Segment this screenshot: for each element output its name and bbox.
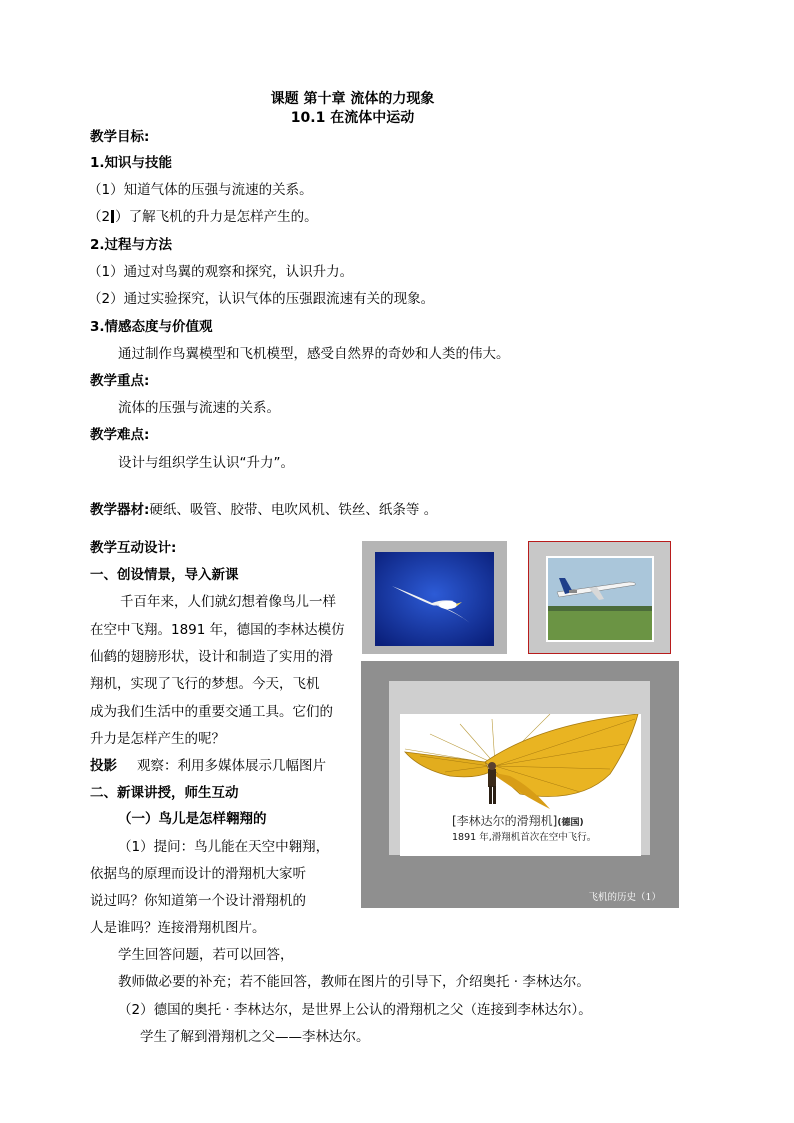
- q1-line-3: 说过吗？你知道第一个设计滑翔机的: [90, 893, 306, 909]
- intro-line-5: 成为我们生活中的重要交通工具。它们的: [90, 704, 333, 720]
- knowledge-item-2: （2 ）了解飞机的升力是怎样产生的。: [88, 209, 318, 225]
- process-heading: 2.过程与方法: [90, 237, 173, 253]
- focus-text: 流体的压强与流速的关系。: [118, 400, 280, 416]
- attitude-text: 通过制作鸟翼模型和飞机模型，感受自然界的奇妙和人类的伟大。: [118, 346, 510, 362]
- materials-line: 教学器材:硬纸、吸管、胶带、电吹风机、铁丝、纸条等 。: [90, 502, 438, 518]
- q2-line: （2）德国的奥托 · 李林达尔，是世界上公认的滑翔机之父（连接到李林达尔）。: [118, 1002, 592, 1018]
- process-item-2: （2）通过实验探究，认识气体的压强跟流速有关的现象。: [88, 291, 435, 307]
- glider-caption: [李林达尔的滑翔机](德国): [452, 814, 584, 828]
- process-item-1: （1）通过对鸟翼的观察和探究，认识升力。: [88, 264, 354, 280]
- seagull-image: [362, 541, 507, 654]
- part1-heading: 一、创设情景，导入新课: [90, 567, 239, 583]
- design-heading: 教学互动设计:: [90, 540, 177, 556]
- intro-line-4: 翔机，实现了飞行的梦想。今天，飞机: [90, 676, 320, 692]
- sub1-heading: （一）鸟儿是怎样翱翔的: [118, 811, 267, 827]
- section-title: 10.1 在流体中运动: [290, 110, 415, 126]
- intro-line-3: 仙鹤的翅膀形状，设计和制造了实用的滑: [90, 649, 333, 665]
- ans2-line: 学生了解到滑翔机之父——李林达尔。: [140, 1029, 370, 1045]
- q1-line-1: （1）提问：鸟儿能在天空中翱翔，: [118, 839, 330, 855]
- intro-line-1: 千百年来，人们就幻想着像鸟儿一样: [120, 594, 336, 610]
- airplane-photo: [529, 542, 670, 653]
- lesson-title: 课题 第十章 流体的力现象: [270, 91, 435, 107]
- ans1-line-1: 学生回答问题，若可以回答，: [118, 947, 294, 963]
- focus-heading: 教学重点:: [90, 373, 150, 389]
- glider-caption-year: 1891 年,滑翔机首次在空中飞行。: [452, 832, 597, 843]
- slide-footer: 飞机的历史（1）: [588, 892, 661, 903]
- glider-slide: [361, 661, 679, 908]
- ans1-line-2: 教师做必要的补充；若不能回答，教师在图片的引导下，介绍奥托 · 李林达尔。: [118, 974, 590, 990]
- difficulty-heading: 教学难点:: [90, 427, 150, 443]
- objectives-heading: 教学目标:: [90, 129, 150, 145]
- intro-line-6: 升力是怎样产生的呢？: [90, 731, 225, 747]
- attitude-heading: 3.情感态度与价值观: [90, 319, 213, 335]
- airplane-image: [528, 541, 671, 654]
- text-cursor: [111, 210, 114, 223]
- knowledge-item-1: （1）知道气体的压强与流速的关系。: [88, 182, 313, 198]
- difficulty-text: 设计与组织学生认识“升力”。: [118, 455, 294, 471]
- q1-line-2: 依据鸟的原理而设计的滑翔机大家听: [90, 866, 306, 882]
- part2-heading: 二、新课讲授，师生互动: [90, 785, 239, 801]
- glider-photo: [400, 714, 641, 856]
- q1-line-4: 人是谁吗？连接滑翔机图片。: [90, 920, 266, 936]
- intro-line-2: 在空中飞翔。1891 年，德国的李林达模仿: [90, 622, 345, 638]
- seagull-photo: [362, 541, 507, 654]
- projection-line: 投影 观察：利用多媒体展示几幅图片: [90, 758, 326, 774]
- knowledge-heading: 1.知识与技能: [90, 155, 173, 171]
